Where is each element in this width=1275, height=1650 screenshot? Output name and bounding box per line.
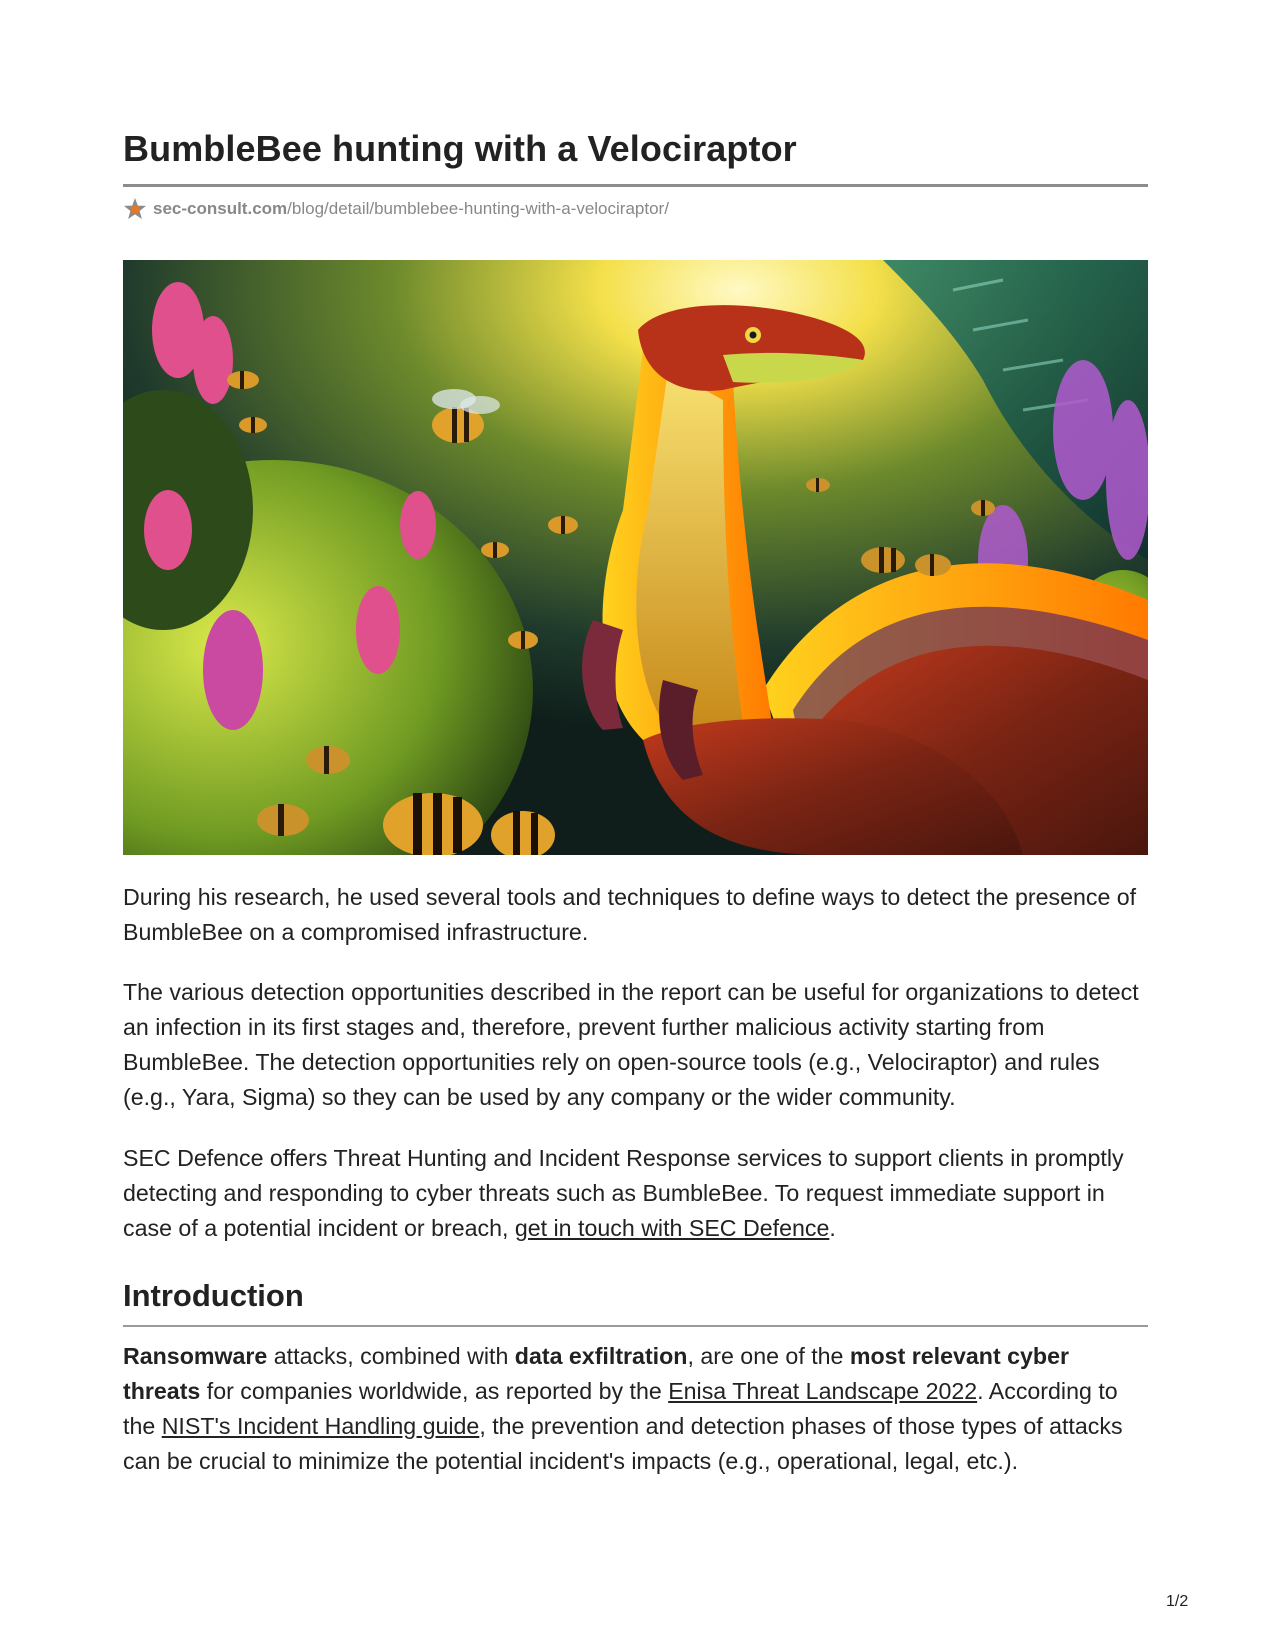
intro-text-2: , are one of the — [687, 1343, 850, 1369]
section-divider — [123, 1325, 1148, 1327]
favicon-star-icon — [123, 197, 147, 221]
bold-ransomware: Ransomware — [123, 1343, 268, 1369]
section-heading-introduction: Introduction — [123, 1278, 304, 1313]
intro-text-1: attacks, combined with — [267, 1343, 515, 1369]
velociraptor-bumblebee-illustration — [123, 260, 1148, 855]
intro-text-3: for companies worldwide, as reported by the — [200, 1378, 669, 1404]
paragraph-detection: The various detection opportunities described in the report can be useful for organizations to detect an infection in its first stages and, therefore, prevent further malicious activity starting from BumbleBee. The detection opportunities rely on open-source tools (e.g., Velociraptor) and rules (e.g., Yara, Sigma) so they can be used by any company or the wider community. — [123, 979, 1139, 1110]
source-url[interactable] — [123, 196, 669, 222]
title-divider — [123, 184, 1148, 187]
source-path: /blog/detail/bumblebee-hunting-with-a-velociraptor/ — [287, 199, 669, 218]
paragraph-research: During his research, he used several tools and techniques to define ways to detect the presence of BumbleBee on a compromised infrastructure. — [123, 884, 1137, 945]
source-domain: sec-consult.com — [153, 199, 288, 218]
intro-text-4: . According to the — [123, 1378, 1118, 1439]
services-end: . — [829, 1215, 836, 1241]
page-number: 1/2 — [1166, 1593, 1189, 1610]
enisa-link[interactable]: Enisa Threat Landscape 2022 — [668, 1378, 978, 1404]
contact-sec-defence-link[interactable]: get in touch with SEC Defence — [514, 1215, 830, 1241]
nist-guide-link[interactable]: NIST's Incident Handling guide — [161, 1413, 480, 1439]
paragraph-services — [123, 1141, 1148, 1246]
intro-text-5: , the prevention and detection phases of those types of attacks can be crucial to minimize the potential incident's impacts (e.g., operational, legal, etc.). — [123, 1413, 1123, 1474]
paragraph-introduction — [123, 1339, 1148, 1479]
bold-cyber-threats: most relevant cyber threats — [123, 1343, 1069, 1404]
services-text: SEC Defence offers Threat Hunting and Incident Response services to support clients in promptly detecting and responding to cyber threats such as BumbleBee. To request immediate support in case of a potential incident or breach, — [123, 1145, 1124, 1241]
hero-image — [123, 260, 1148, 855]
page-title: BumbleBee hunting with a Velociraptor — [123, 128, 797, 169]
bold-data-exfiltration: data exfiltration — [514, 1343, 688, 1369]
